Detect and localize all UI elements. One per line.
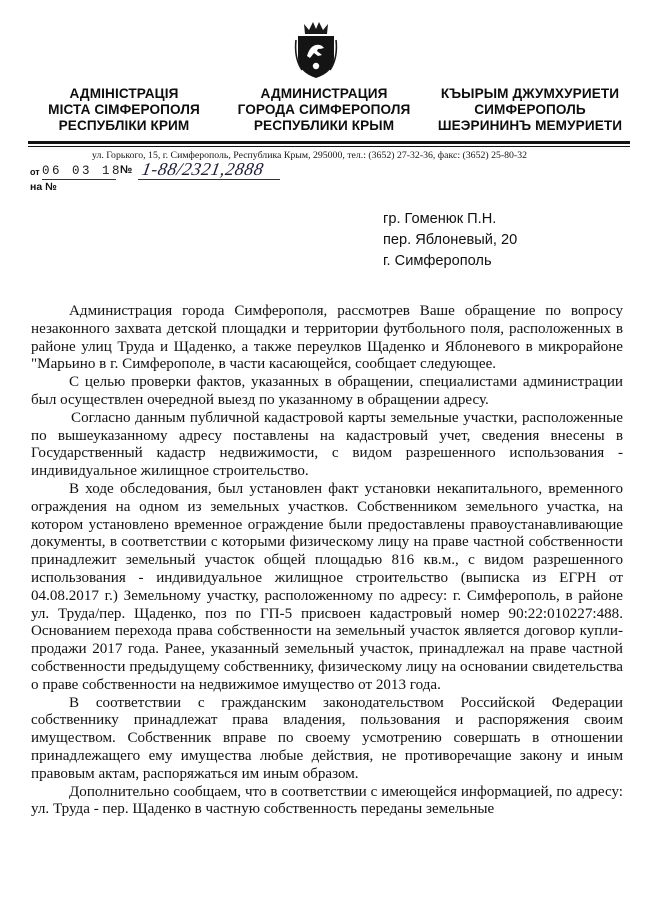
body-paragraph-1: Администрация города Симферополя, рассмотрев Ваше обращение по вопросу незаконного захвата детской площадки и территории футбольного поля, расположенных в районе улиц Труда и Щаденко, а также переулков Щаденко и Яблоневого в микрорайоне "Марьино в г. Симферополе, в части касающейся, сообщает следующее.	[31, 303, 623, 373]
letter-body	[31, 303, 623, 819]
org-name-ukrainian	[24, 86, 224, 134]
org-name-russian	[224, 86, 424, 134]
header-divider-thick	[28, 141, 630, 144]
header-divider-thin	[28, 146, 630, 147]
body-paragraph-4: В ходе обследования, был установлен факт установки некапитального, временного ограждения на одном из земельных участков. Собственником земельного участка, на котором установлено временное ограждение были предоставлены правоустанавливающие документы, в соответствии с которыми физическому лицу на праве частной собственности принадлежит земельный участок общей площадью 816 кв.м., с видом разрешенного использования - индивидуальное жилищное строительство (выписка из ЕГРН от 04.08.2017 г.) Земельному участку, расположенному по адресу: г. Симферополь, в районе ул. Труда/пер. Щаденко, поз по ГП-5 присвоен кадастровый номер 90:22:010227:488. Основанием перехода права собственности на земельный участок является договор купли-продажи 2017 года. Ранее, указанный земельный участок, принадлежал на праве частной собственности предыдущему собственнику, физическому лицу на основании свидетельства о праве собственности на недвижимое имущество от 2013 года.	[31, 480, 623, 693]
registration-number: 1-88/2321,2888	[140, 159, 266, 179]
org-ru-line-1: АДМИНИСТРАЦИЯ	[260, 86, 388, 101]
registration-block	[30, 161, 360, 201]
org-ua-line-1: АДМІНІСТРАЦІЯ	[69, 86, 179, 101]
reference-label: на №	[30, 181, 57, 193]
addressee-street: пер. Яблоневый, 20	[383, 232, 518, 248]
body-paragraph-5: В соответствии с гражданским законодательством Российской Федерации собственнику принадлежат права владения, пользования и распоряжения своим имуществом. Собственник вправе по своему усмотрению совершать в отношении принадлежащего ему имущества любые действия, не противоречащие закону и иным правовым актам, распоряжаться им иным образом.	[31, 694, 623, 782]
body-paragraph-6: Дополнительно сообщаем, что в соответствии с имеющейся информацией, по адресу: ул. Труда - пер. Щаденко в частную собственность переданы земельные	[31, 783, 623, 818]
org-crh-line-3: ШЕЭРИНИНЪ МЕМУРИЕТИ	[437, 118, 623, 133]
org-ru-line-3: РЕСПУБЛИКИ КРЫМ	[253, 118, 395, 133]
body-paragraph-2: С целью проверки фактов, указанных в обращении, специалистами администрации был осуществлен очередной выезд по указанному в обращении адресу.	[31, 374, 623, 408]
number-label: №	[120, 164, 133, 176]
addressee-block	[383, 209, 633, 272]
contact-details: ул. Горького, 15, г. Симферополь, Республика Крым, 295000, тел.: (3652) 27-32-36, факс: (3652) 25-80-32	[92, 150, 527, 161]
org-name-crimean-tatar	[430, 86, 630, 134]
date-label: от	[30, 167, 40, 177]
org-crh-line-2: СИМФЕРОПОЛЬ	[474, 102, 586, 117]
number-underline	[138, 179, 280, 180]
org-ru-line-2: ГОРОДА СИМФЕРОПОЛЯ	[237, 102, 411, 117]
org-ua-line-3: РЕСПУБЛІКИ КРИМ	[58, 118, 190, 133]
addressee-name: гр. Гоменюк П.Н.	[383, 211, 497, 227]
date-underline	[42, 179, 116, 180]
org-ua-line-2: МІСТА СІМФЕРОПОЛЯ	[48, 102, 200, 117]
coat-of-arms-crimea-icon	[294, 18, 338, 80]
registration-date: 06 03 18	[42, 164, 123, 178]
body-paragraph-3: Согласно данным публичной кадастровой карты земельные участки, расположенные по вышеуказанному адресу поставлены на кадастровый учет, сведения внесены в Государственный кадастр недвижимости, с видом разрешенного использования - индивидуальное жилищное строительство.	[31, 409, 623, 480]
org-crh-line-1: КЪЫРЫМ ДЖУМХУРИЕТИ	[440, 86, 620, 101]
addressee-city: г. Симферополь	[383, 253, 492, 269]
